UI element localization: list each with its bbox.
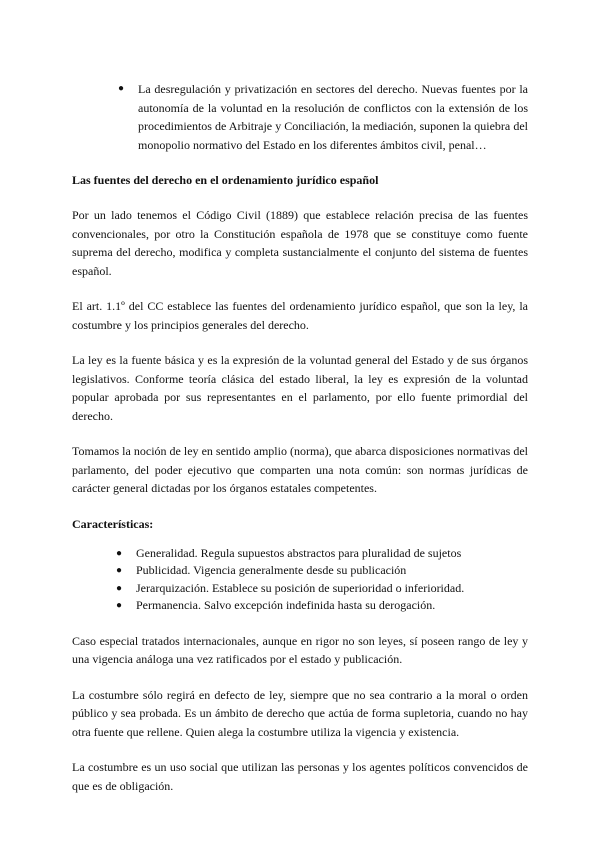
paragraph-codigo-civil: Por un lado tenemos el Código Civil (1889) que establece relación precisa de las fuentes convencionales, por otro la Constitución española de 1978 que se constituye como fuente suprema del derecho, modifica y completa sustancialmente el conjunto del sistema de fuentes español. bbox=[72, 208, 528, 278]
paragraph-costumbre-defecto: La costumbre sólo regirá en defecto de ley, siempre que no sea contrario a la moral o orden público y sea probada. Es un ámbito de derecho que actúa de forma supletoria, cuando no hay otra fuente que rellene. Quien alega la costumbre utiliza la vigencia y existencia. bbox=[72, 687, 528, 739]
bullet-icon: ● bbox=[116, 582, 123, 594]
characteristic-text: Permanencia. Salvo excepción indefinida hasta su derogación. bbox=[136, 598, 436, 612]
paragraph-tratados: Caso especial tratados internacionales, aunque en rigor no son leyes, sí poseen rango de ley y una vigencia análoga una vez ratificados por el estado y publicación. bbox=[72, 633, 528, 666]
bullet-icon: ● bbox=[118, 83, 125, 94]
list-item bbox=[116, 580, 528, 598]
list-item bbox=[116, 597, 528, 615]
list-item bbox=[116, 562, 528, 580]
paragraph-ley-fuente: La ley es la fuente básica y es la expresión de la voluntad general del Estado y de sus órganos legislativos. Conforme teoría clásica del estado liberal, la ley es expresión de la voluntad popular aprobada por sus representantes en el parlamento, por ello fuente primordial del derecho. bbox=[72, 353, 528, 423]
characteristic-text: Generalidad. Regula supuestos abstractos para pluralidad de sujetos bbox=[136, 545, 462, 560]
bullet-icon: ● bbox=[116, 565, 123, 576]
characteristic-text: Jerarquización. Establece su posición de superioridad o inferioridad. bbox=[136, 580, 465, 595]
characteristic-text: Publicidad. Vigencia generalmente desde su publicación bbox=[136, 563, 407, 577]
characteristics-list bbox=[116, 545, 528, 615]
list-item bbox=[118, 80, 528, 154]
intro-bullet-text: La desregulación y privatización en sectores del derecho. Nuevas fuentes por la autonomía de la voluntad en la resolución de conflictos con la extensión de los procedimientos de Arbitraje y Conciliación, la mediación, suponen la quiebra del monopolio normativo del Estado en los diferentes ámbitos civil, penal… bbox=[138, 82, 528, 152]
document-page bbox=[72, 80, 528, 795]
bullet-icon: ● bbox=[116, 547, 123, 559]
intro-bullet-list bbox=[118, 80, 528, 154]
paragraph-art-1-1: El art. 1.1º del CC establece las fuentes del ordenamiento jurídico español, que son la ley, la costumbre y los principios generales del derecho. bbox=[72, 299, 528, 332]
paragraph-nocion-ley: Tomamos la noción de ley en sentido amplio (norma), que abarca disposiciones normativas del parlamento, del poder ejecutivo que comparten una nota común: son normas jurídicas de carácter general dictadas por los órganos estatales competentes. bbox=[72, 444, 528, 495]
paragraph-costumbre-uso: La costumbre es un uso social que utilizan las personas y los agentes políticos convencidos de que es de obligación. bbox=[72, 760, 528, 793]
characteristics-heading: Características: bbox=[72, 516, 154, 531]
bullet-icon: ● bbox=[116, 600, 123, 611]
section-heading: Las fuentes del derecho en el ordenamiento jurídico español bbox=[72, 173, 379, 187]
list-item bbox=[116, 545, 528, 563]
